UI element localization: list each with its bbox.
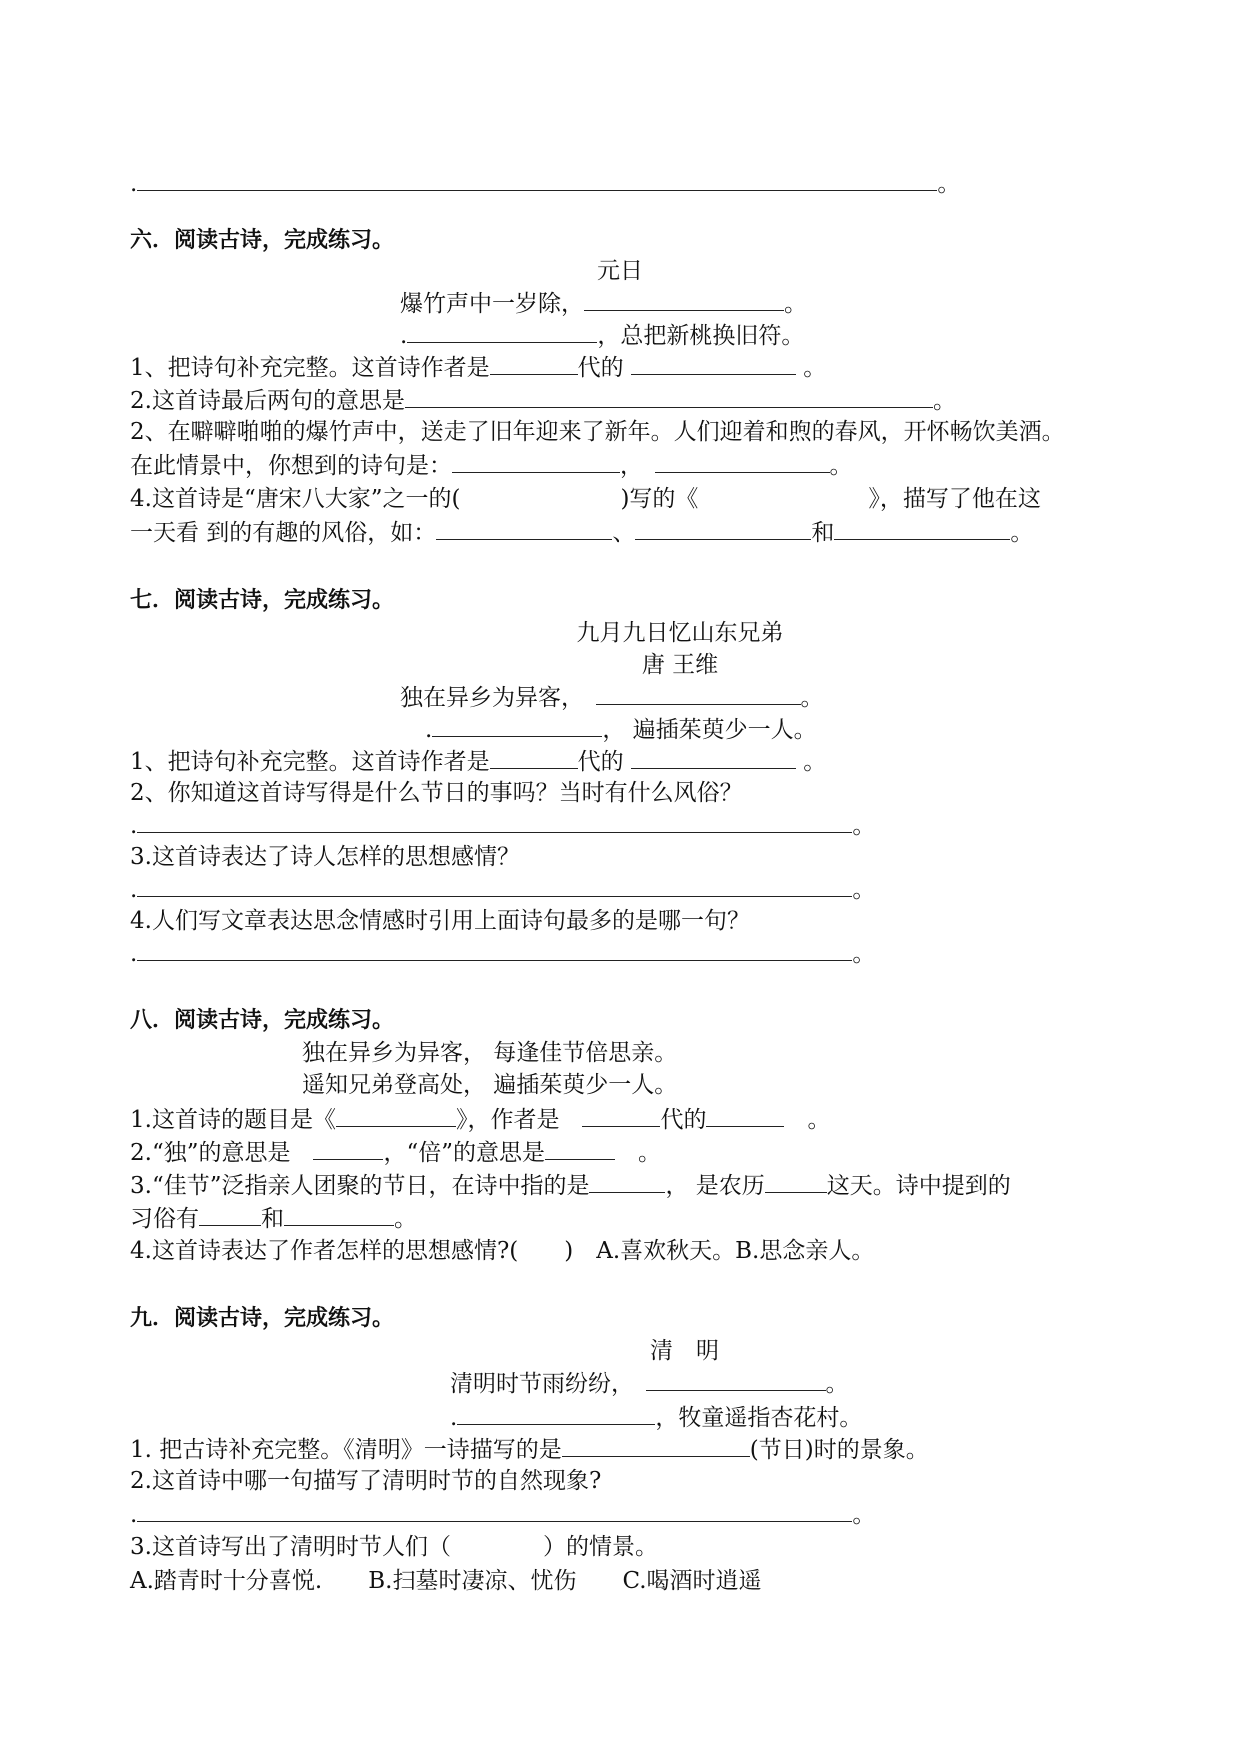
poem-blank-2[interactable] [457, 1402, 655, 1425]
poem-blank-2[interactable] [407, 320, 597, 343]
poem-line-2: . ，总把新桃换旧符。 [400, 320, 804, 350]
s9-options[interactable]: A.踏青时十分喜悦. B.扫墓时凄凉、忧伤 C.喝酒时逍遥 [130, 1568, 762, 1594]
poem-line-1: 独在异乡为异客， 。 [400, 682, 824, 712]
poem-blank-1[interactable] [646, 1368, 826, 1391]
section-8-heading: 八．阅读古诗，完成练习。 [130, 1008, 395, 1033]
s6-question-3b: 在此情景中，你想到的诗句是： ， 。 [130, 450, 853, 480]
s7-question-4: 4.人们写文章表达思念情感时引用上面诗句最多的是哪一句？ [130, 908, 750, 934]
section-9-heading: 九．阅读古诗，完成练习。 [130, 1306, 395, 1331]
author-blank[interactable] [631, 352, 796, 375]
answer-blank[interactable] [137, 810, 852, 833]
section-7-heading: 七．阅读古诗，完成练习。 [130, 588, 395, 613]
poem-title: 元日 [597, 258, 643, 284]
s8-question-3a: 3.“佳节”泛指亲人团聚的节日，在诗中指的是 ， 是农历 这天。诗中提到的 [130, 1170, 1011, 1200]
answer-blank[interactable] [137, 168, 937, 191]
custom-blank-3[interactable] [834, 517, 1010, 540]
s6-question-4b: 一天看 到的有趣的风俗，如： 、 和 。 [130, 517, 1033, 547]
author-blank[interactable] [631, 746, 796, 769]
s9-answer-2: . 。 [130, 1499, 875, 1529]
verse-blank-2[interactable] [655, 450, 830, 473]
s6-question-3a: 2、在噼噼啪啪的爆竹声中，送走了旧年迎来了新年。人们迎着和煦的春风，开怀畅饮美酒。 [130, 419, 1065, 445]
s6-question-1: 1、把诗句补充完整。这首诗作者是 代的 。 [130, 352, 826, 382]
meaning-blank[interactable] [405, 385, 933, 408]
dynasty-blank[interactable] [582, 1104, 660, 1127]
s8-question-3b: 习俗有 和 。 [130, 1203, 417, 1233]
s9-question-3: 3.这首诗写出了清明时节人们（ ）的情景。 [130, 1534, 658, 1560]
custom-blank-1[interactable] [436, 517, 612, 540]
poem-title: 九月九日忆山东兄弟 [576, 620, 784, 646]
s7-question-1: 1、把诗句补充完整。这首诗作者是 代的 。 [130, 746, 826, 776]
poem-line-1: 清明时节雨纷纷， 。 [450, 1368, 849, 1398]
s7-question-2: 2、你知道这首诗写得是什么节日的事吗？当时有什么风俗？ [130, 780, 743, 806]
title-blank[interactable] [336, 1104, 456, 1127]
s7-answer-2: . 。 [130, 810, 875, 840]
poem-line-2: 遥知兄弟登高处， 遍插茱萸少一人。 [302, 1072, 678, 1098]
festival-blank[interactable] [589, 1170, 665, 1193]
custom-blank-1[interactable] [199, 1203, 261, 1226]
s9-question-2: 2.这首诗中哪一句描写了清明时节的自然现象? [130, 1468, 602, 1494]
du-meaning-blank[interactable] [313, 1137, 383, 1160]
custom-blank-2[interactable] [635, 517, 811, 540]
top-answer-line [130, 168, 960, 198]
s6-question-2: 2.这首诗最后两句的意思是 。 [130, 385, 956, 415]
s7-question-3: 3.这首诗表达了诗人怎样的思想感情？ [130, 844, 520, 870]
poem-author: 唐 王维 [641, 652, 719, 678]
s8-question-2: 2.“独”的意思是 ，“倍”的意思是 。 [130, 1137, 661, 1167]
s8-question-4: 4.这首诗表达了作者怎样的思想感情?( ) A.喜欢秋天。B.思念亲人。 [130, 1238, 875, 1264]
poem-line-1: 爆竹声中一岁除， 。 [400, 288, 807, 318]
dynasty-blank[interactable] [490, 746, 578, 769]
dynasty-blank[interactable] [490, 352, 578, 375]
poem-blank-1[interactable] [584, 288, 784, 311]
poem-title: 清 明 [650, 1338, 719, 1364]
section-6-heading: 六．阅读古诗，完成练习。 [130, 228, 395, 253]
answer-blank[interactable] [137, 874, 852, 897]
date-blank[interactable] [765, 1170, 827, 1193]
poem-line-1: 独在异乡为异客， 每逢佳节倍思亲。 [302, 1040, 678, 1066]
poem-line-2: . ， 遍插茱萸少一人。 [425, 714, 817, 744]
custom-blank-2[interactable] [284, 1203, 394, 1226]
poem-blank-1[interactable] [596, 682, 801, 705]
festival-blank[interactable] [562, 1434, 750, 1457]
s8-question-1: 1.这首诗的题目是《 》，作者是 代的 。 [130, 1104, 830, 1134]
line-dot: . [130, 171, 138, 197]
s7-answer-4: . 。 [130, 938, 875, 968]
line-end: 。 [937, 171, 961, 197]
answer-blank[interactable] [137, 1499, 852, 1522]
s9-question-1: 1. 把古诗补充完整。《清明》一诗描写的是 (节日)时的景象。 [130, 1434, 929, 1464]
s6-question-4a: 4.这首诗是“唐宋八大家”之一的( )写的《 》，描写了他在这 [130, 486, 1041, 512]
verse-blank-1[interactable] [452, 450, 620, 473]
answer-blank[interactable] [137, 938, 852, 961]
author-blank[interactable] [706, 1104, 784, 1127]
bei-meaning-blank[interactable] [545, 1137, 615, 1160]
poem-blank-2[interactable] [432, 714, 602, 737]
poem-line-2: . ，牧童遥指杏花村。 [450, 1402, 862, 1432]
s7-answer-3: . 。 [130, 874, 875, 904]
